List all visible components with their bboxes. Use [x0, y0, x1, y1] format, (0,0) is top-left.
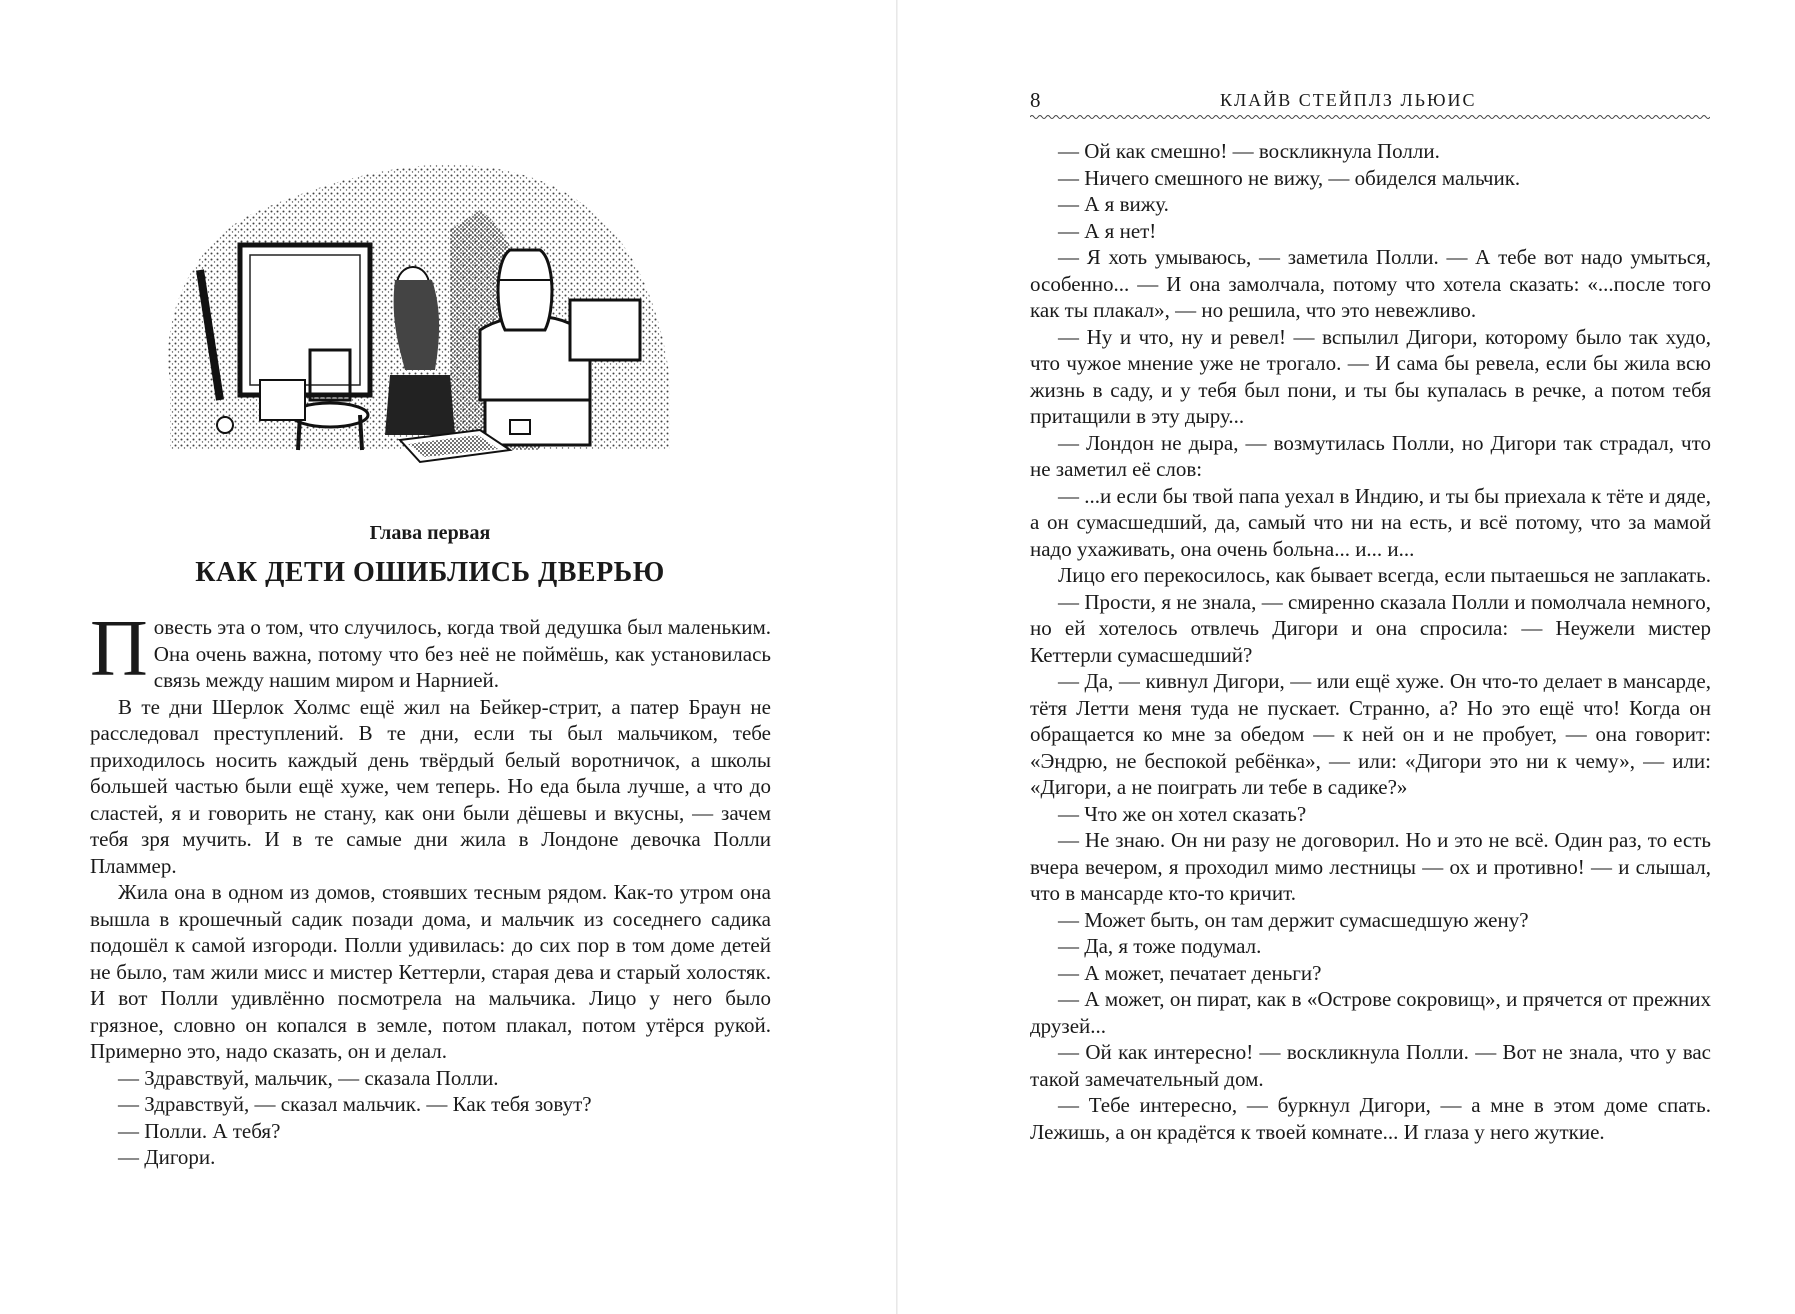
dialogue-line: — Полли. А тебя?: [118, 1118, 281, 1143]
dialogue-line: — Я хоть умываюсь, — заметила Полли. — А тебе вот надо умыться, особенно... — И она замолчала, потому что хотела сказать: «...после того как ты плакал», — но решила, что это невежливо.: [1030, 245, 1711, 322]
dialogue-line: — Что же он хотел сказать?: [1058, 801, 1307, 826]
dialogue-line: — Прости, я не знала, — смиренно сказала Полли и помолчала немного, но ей хотелось отвлечь Дигори и она спросила: — Неужели мистер Кеттерли сумасшедший?: [1030, 589, 1711, 667]
paragraph: Жила она в одном из домов, стоявших тесным рядом. Как-то утром она вышла в крошечный садик позади дома, и мальчик из соседнего садика подошёл к самой изгороди. Полли удивилась: до сих пор в том доме детей не было, там жили мисс и мистер Кеттерли, старая дева и старый холостяк. И вот Полли удивлённо посмотрела на мальчика. Лицо у него было грязное, словно он копался в земле, потом плакал, потом утёрся рукой. Примерно это, надо сказать, он и делал.: [90, 880, 771, 1063]
dialogue-line: — Здравствуй, — сказал мальчик. — Как тебя зовут?: [118, 1092, 592, 1116]
dialogue-line: — Да, — кивнул Дигори, — или ещё хуже. Он что-то делает в мансарде, тётя Летти меня туда не пускает. Странно, а? Но это ещё что! Когда он обращается ко мне за обедом — к ней он и не пробует, — она говорит: «Эндрю, не беспокой ребёнка», — или: «Дигори это ни к чему», — или: «Дигори, а не поиграть ли тебе в садике?»: [1030, 669, 1711, 799]
dialogue-line: — Тебе интересно, — буркнул Дигори, — а мне в этом доме спать. Лежишь, а он крадётся к твоей комнате... И глаза у него жуткие.: [1030, 1093, 1711, 1144]
drop-cap: П: [90, 605, 148, 693]
chapter-title: КАК ДЕТИ ОШИБЛИСЬ ДВЕРЬЮ: [195, 557, 665, 588]
dialogue-line: — Здравствуй, мальчик, — сказала Полли.: [118, 1065, 499, 1090]
dialogue-line: — Лондон не дыра, — возмутилась Полли, но Дигори так страдал, что не заметил её слов:: [1030, 430, 1711, 481]
paragraph: В те дни Шерлок Холмс ещё жил на Бейкер-стрит, а патер Браун не расследовал преступлений. В те дни, если ты был мальчиком, тебе приходилось носить каждый день твёрдый белый воротничок, а школы большей частью были ещё хуже, чем теперь. Но еда была лучше, а что до сластей, я и говорить не стану, как они были дёшевы и вкусны, — зачем тебя зря мучить. И в те самые дни жила в Лондоне девочка Полли Пламмер.: [90, 694, 771, 878]
dialogue-line: — Ну и что, ну и ревел! — вспылил Дигори, которому было так худо, что чужое мнение уже не трогало. — И сама бы ревела, если бы жила всю жизнь в саду, и у тебя был пони, и ты бы купалась в речке, а потом тебя притащили в эту дыру...: [1030, 324, 1711, 428]
dialogue-line: — А я нет!: [1058, 218, 1157, 243]
paragraph: Лицо его перекосилось, как бывает всегда, если пытаешься не заплакать.: [1058, 563, 1711, 587]
dialogue-line: — Дигори.: [118, 1145, 216, 1169]
dialogue-line: — Ничего смешного не вижу, — обиделся мальчик.: [1058, 165, 1521, 190]
chapter-label: Глава первая: [369, 522, 491, 544]
dialogue-line: — А может, он пират, как в «Острове сокровищ», и прячется от прежних друзей...: [1030, 987, 1711, 1038]
page-number: 8: [1030, 88, 1041, 112]
paragraph: Повесть эта о том, что случилось, когда твой дедушка был маленьким. Она очень важна, потому что без неё не поймёшь, как установилась связь между нашим миром и Нарнией.: [90, 605, 771, 693]
dialogue-line: — Да, я тоже подумал.: [1058, 934, 1262, 958]
dialogue-line: — А я вижу.: [1058, 192, 1169, 216]
left-page: [0, 0, 896, 1314]
dialogue-line: — А может, печатает деньги?: [1058, 960, 1322, 985]
dialogue-line: — Ой как интересно! — воскликнула Полли. — Вот не знала, что у вас такой замечательный дом.: [1030, 1040, 1711, 1091]
dialogue-line: — Не знаю. Он ни разу не договорил. Но и это не всё. Один раз, то есть вчера вечером, я проходил мимо лестницы — ох и противно! — и слышал, что в мансарде кто-то кричит.: [1030, 828, 1711, 905]
right-page-text: [1030, 138, 1711, 1145]
dialogue-line: — ...и если бы твой папа уехал в Индию, и ты бы приехала к тёте и дяде, а он сумасшедший, да, самый что ни на есть, и всё потому, что за мамой надо ухаживать, она очень больна... и... и...: [1030, 483, 1711, 561]
left-page-text: [90, 605, 771, 1171]
attic-illustration-icon: [150, 150, 690, 480]
running-head-author: КЛАЙВ СТЕЙПЛЗ ЛЬЮИС: [1220, 90, 1477, 110]
running-head-rule: [1030, 114, 1710, 120]
dialogue-line: — Может быть, он там держит сумасшедшую жену?: [1058, 907, 1529, 932]
dialogue-line: — Ой как смешно! — воскликнула Полли.: [1058, 139, 1440, 163]
